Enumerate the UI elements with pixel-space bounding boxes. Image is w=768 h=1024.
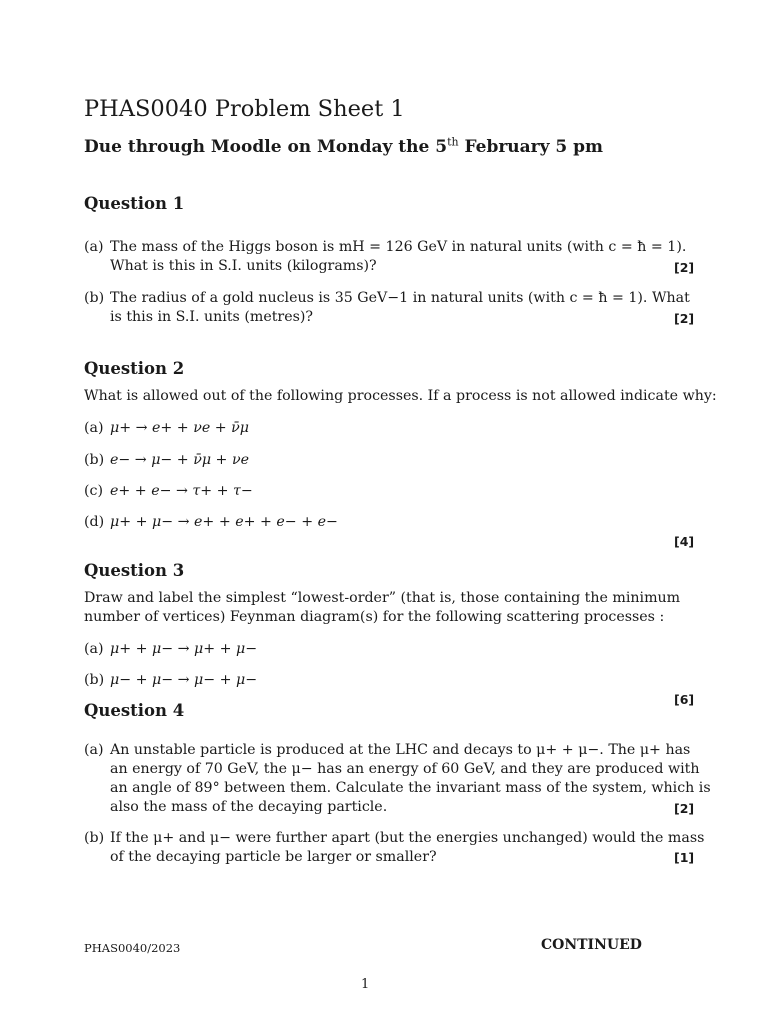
page-number: 1 [361,977,370,992]
q4b-marks: [1] [674,850,695,865]
q2-intro: What is allowed out of the following processes. If a process is not allowed indicate why: [84,388,717,404]
q1b-line1: (b) The radius of a gold nucleus is 35 GeV−1 in natural units (with c = ħ = 1). What [84,290,690,306]
q2-item-a: (a) μ+ → e+ + νe + ν̄μ [84,420,249,436]
footer-course-code: PHAS0040/2023 [84,941,181,955]
q1a-marks: [2] [674,260,695,275]
q1b-line2: is this in S.I. units (metres)? [110,309,314,325]
question-1-heading: Question 1 [84,194,185,213]
q1a-line2: What is this in S.I. units (kilograms)? [110,258,377,274]
page-title: PHAS0040 Problem Sheet 1 [84,96,405,122]
q2-item-d: (d) μ+ + μ− → e+ + e+ + e− + e− [84,514,338,530]
q3-intro-line2: number of vertices) Feynman diagram(s) for the following scattering processes : [84,609,665,625]
q4a-marks: [2] [674,801,695,816]
q4a-line4: also the mass of the decaying particle. [110,799,388,815]
q2-item-b: (b) e− → μ− + ν̄μ + νe [84,452,249,468]
q3-item-b: (b) μ− + μ− → μ− + μ− [84,672,258,688]
question-4-heading: Question 4 [84,701,185,720]
question-3-heading: Question 3 [84,561,185,580]
q2-marks: [4] [674,534,695,549]
q2-item-c: (c) e+ + e− → τ+ + τ− [84,483,253,499]
q4a-line3: an angle of 89° between them. Calculate the invariant mass of the system, which is [110,780,711,796]
footer-continued: CONTINUED [541,937,642,953]
q4a-line2: an energy of 70 GeV, the μ− has an energy of 60 GeV, and they are produced with [110,761,700,777]
q4b-line2: of the decaying particle be larger or smaller? [110,849,437,865]
due-date: Due through Moodle on Monday the 5th February 5 pm [84,135,604,157]
q1a-line1: (a) The mass of the Higgs boson is mH = 126 GeV in natural units (with c = ħ = 1). [84,239,687,255]
q3-marks: [6] [674,692,695,707]
q4a-line1: (a) An unstable particle is produced at the LHC and decays to μ+ + μ−. The μ+ has [84,742,691,758]
q4b-line1: (b) If the μ+ and μ− were further apart (but the energies unchanged) would the mass [84,830,705,846]
question-2-heading: Question 2 [84,359,185,378]
q3-intro-line1: Draw and label the simplest “lowest-order” (that is, those containing the minimum [84,590,681,606]
q1b-marks: [2] [674,311,695,326]
q3-item-a: (a) μ+ + μ− → μ+ + μ− [84,641,258,657]
